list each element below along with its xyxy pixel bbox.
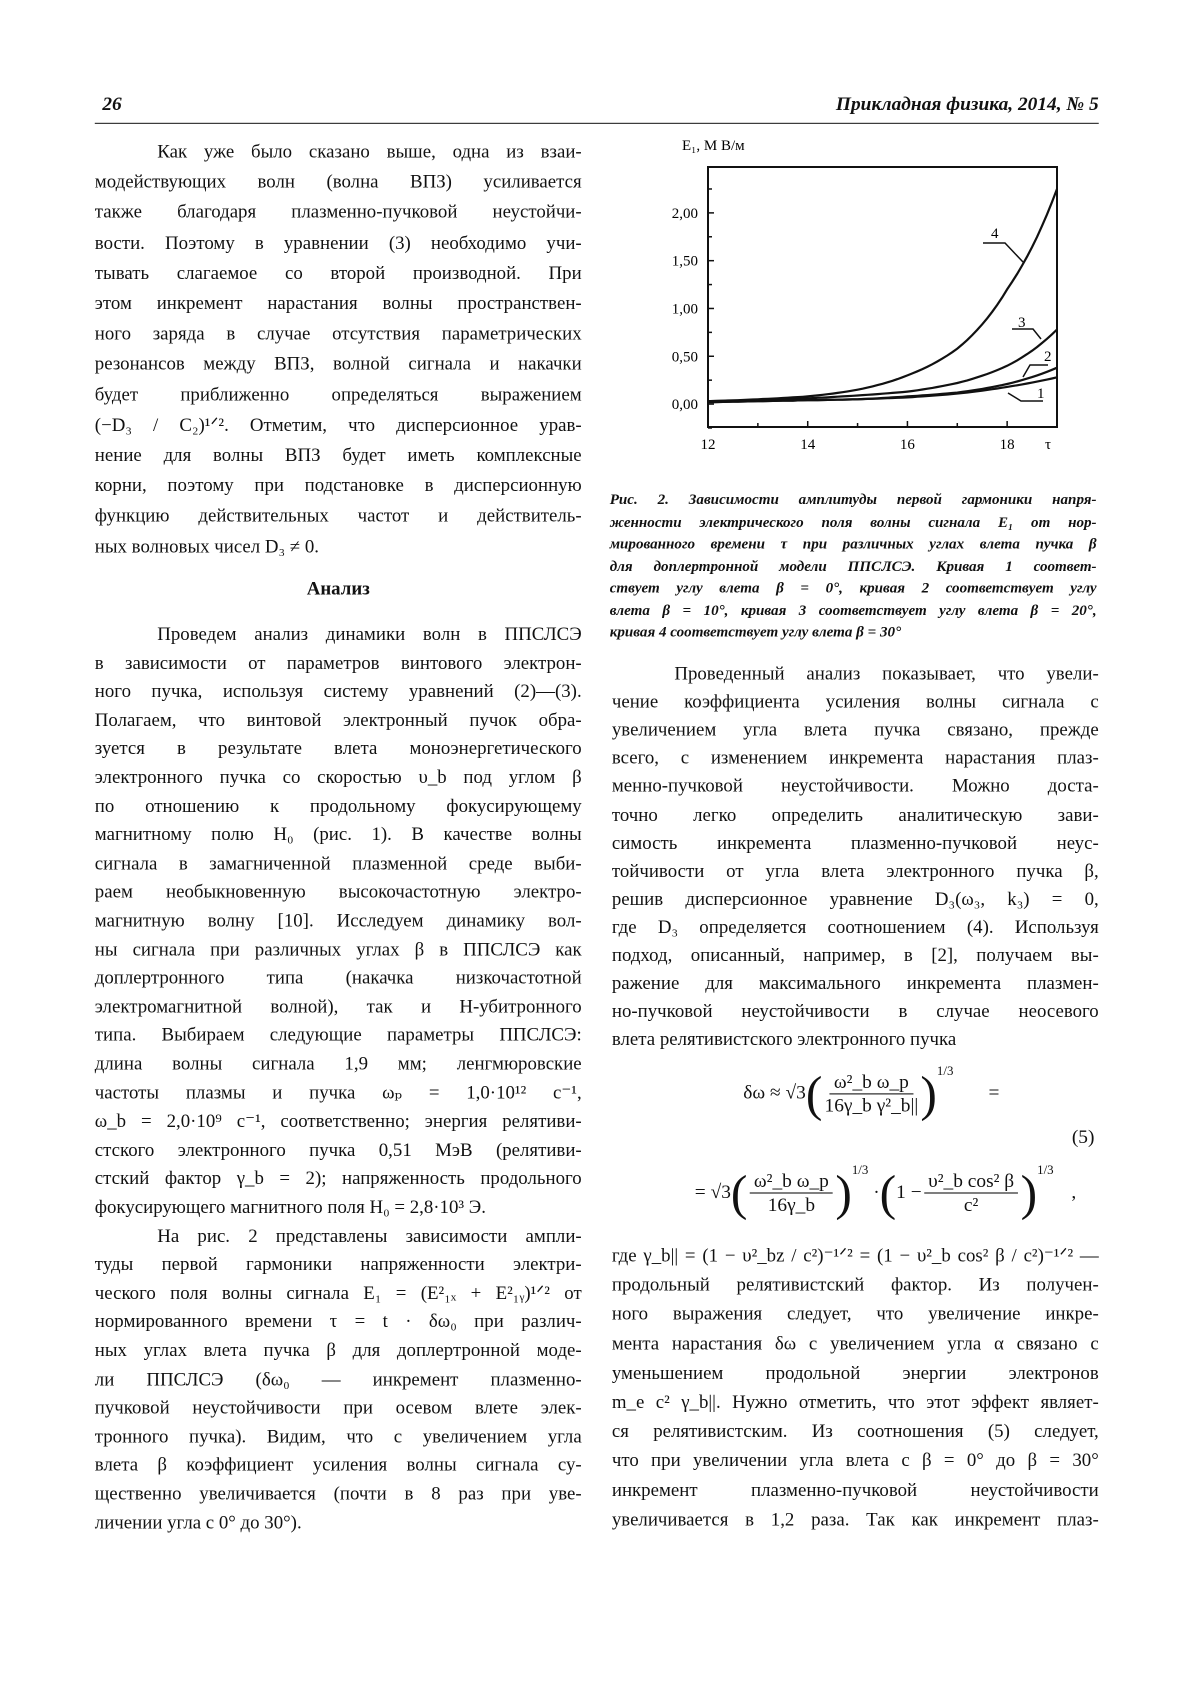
text-line: но-пучковой неустойчивости в случае неосевого xyxy=(611,999,1099,1022)
text-line: ного пучка, используя систему уравнений (2)—(3). xyxy=(94,679,582,702)
text-line: ческого поля волны сигнала E₁ = (E²₁ₓ + E²₁ᵧ)¹ᐟ² от xyxy=(94,1281,582,1304)
text-line: Полагаем, что винтовой электронный пучок обра- xyxy=(94,708,582,731)
text-line: тойчивости от угла влета электронного пучка β, xyxy=(611,859,1099,881)
text-line: нормированного времени τ = t · δω₀ при различ- xyxy=(94,1310,582,1332)
text-line: стский фактор γ_b = 2); напряженность продольного xyxy=(94,1167,582,1189)
formula-number: (5) xyxy=(1071,1125,1095,1148)
text-line: ного заряда в случае отсутствия параметрических xyxy=(94,322,582,344)
text-line: типа. Выбираем следующие параметры ППСЛСЭ: xyxy=(94,1023,582,1046)
text-line: будет приближенно определяться выражением xyxy=(94,383,582,405)
x-tick-label: 18 xyxy=(999,437,1015,453)
curve-label-3: 3 xyxy=(1018,315,1026,331)
formula-num: ω²_b ω_p xyxy=(830,1071,914,1095)
formula-den3: c² xyxy=(963,1193,979,1216)
text-line: Проведем анализ динамики волн в ППСЛСЭ xyxy=(157,622,582,645)
text-line: вости. Поэтому в уравнении (3) необходимо учи- xyxy=(94,231,582,253)
text-line: ω_b = 2,0·10⁹ с⁻¹, соответственно; энергия релятиви- xyxy=(94,1109,582,1132)
x-tick-label: 14 xyxy=(800,437,816,453)
text-line: пучковой неустойчивости при осевом влете элек- xyxy=(94,1396,582,1418)
text-line: стского электронного пучка 0,51 МэВ (релятиви- xyxy=(94,1138,582,1160)
text-line: где γ_b|| = (1 − υ²_bz / c²)⁻¹ᐟ² = (1 − υ²_b cos² β / c²)⁻¹ᐟ² — xyxy=(611,1244,1099,1266)
text-line: ражение для максимального инкремента плазмен- xyxy=(611,971,1099,994)
curve-label-1: 1 xyxy=(1037,386,1045,402)
y-axis-label: E₁, М В/м xyxy=(682,138,745,154)
text-line: Проведенный анализ показывает, что увели- xyxy=(674,662,1099,685)
formula-dot: · xyxy=(873,1180,880,1203)
x-axis-label: τ xyxy=(1045,437,1052,453)
caption-line: влета β = 10°, кривая 3 соответствует углу влета β = 20°, xyxy=(609,602,1097,619)
curve-leader-4 xyxy=(983,243,1023,262)
text-line: На рис. 2 представлены зависимости ампли- xyxy=(157,1224,582,1246)
text-line: этом инкремент нарастания волны пространствен- xyxy=(94,291,582,314)
text-line: ного выражения следует, что увеличение инкре- xyxy=(611,1302,1099,1325)
formula-den: 16γ_b γ²_b|| xyxy=(824,1094,919,1117)
text-line: сигнала в замагниченной плазменной среде выби- xyxy=(94,851,582,874)
text-line: подход, описанный, например, в [2], получаем вы- xyxy=(611,943,1099,966)
text-line: точно легко определить аналитическую зави- xyxy=(611,803,1099,825)
text-line: электромагнитной волной), так и Н-убитронного xyxy=(94,995,582,1017)
page-number: 26 xyxy=(102,92,122,115)
formula-den2: 16γ_b xyxy=(767,1193,816,1216)
paren-close: ) xyxy=(1020,1165,1038,1221)
text-line: в зависимости от параметров винтового электрон- xyxy=(94,651,582,673)
journal-title: Прикладная физика, 2014, № 5 xyxy=(835,92,1099,115)
text-line: электронного пучка со скоростью υ_b под углом β xyxy=(94,765,582,788)
text-line: Как уже было сказано выше, одна из взаи- xyxy=(157,140,582,162)
text-line: функцию действительных частот и действитель- xyxy=(94,504,582,527)
curve-3 xyxy=(708,330,1057,402)
curve-label-2: 2 xyxy=(1044,349,1052,365)
caption-line: кривая 4 соответствует углу влета β = 30° xyxy=(609,624,902,641)
text-line: продольный релятивистский фактор. Из получен- xyxy=(611,1273,1099,1295)
caption-line: ствует углу влета β = 0°, кривая 2 соответствует углу xyxy=(609,580,1097,597)
formula-5-line2 xyxy=(694,1162,1077,1221)
caption-line: для доплертронной модели ППСЛСЭ. Кривая 1 соответ- xyxy=(609,558,1097,575)
formula-eq: = xyxy=(988,1081,1000,1104)
text-line: по отношению к продольному фокусирующему xyxy=(94,794,582,817)
text-line: туды первой гармоники напряженности электри- xyxy=(94,1252,582,1275)
y-tick-label: 2,00 xyxy=(671,205,698,222)
formula-num2: ω²_b ω_p xyxy=(750,1170,834,1194)
x-tick-label: 12 xyxy=(700,437,716,453)
text-line: личении угла с 0° до 30°). xyxy=(94,1510,302,1533)
curve-label-4: 4 xyxy=(991,226,999,242)
text-line: зуется в результате влета моноэнергетического xyxy=(94,737,582,759)
caption-line: мированного времени τ при различных углах влета пучка β xyxy=(609,536,1097,553)
text-line: магнитную волну [10]. Исследуем динамику вол- xyxy=(94,909,582,931)
paren-close: ) xyxy=(835,1165,852,1221)
formula-comma: , xyxy=(1071,1180,1077,1203)
paren-open: ( xyxy=(879,1165,897,1221)
text-line: резонансов между ВПЗ, волной сигнала и накачки xyxy=(94,352,582,375)
section-heading: Анализ xyxy=(306,577,370,599)
text-line: нение для волны ВПЗ будет иметь комплексные xyxy=(94,443,582,466)
y-tick-label: 1,00 xyxy=(671,301,698,318)
text-line: уменьшением продольной энергии электронов xyxy=(611,1361,1099,1383)
text-line: чение коэффициента усиления волны сигнала с xyxy=(611,690,1099,713)
text-line: всего, с изменением инкремента нарастания плаз- xyxy=(611,746,1099,769)
figure-chart xyxy=(0,0,1200,470)
text-line: модействующих волн (волна ВПЗ) усиливается xyxy=(94,170,582,192)
caption-line: женности электрического поля волны сигнала E₁ от нор- xyxy=(609,514,1097,531)
x-tick-label: 16 xyxy=(899,437,915,453)
text-line: менно-пучковой неустойчивости. Можно доста- xyxy=(611,774,1099,797)
text-line: также благодаря плазменно-пучковой неустойчи- xyxy=(94,200,582,223)
text-line: корни, поэтому при подстановке в дисперсионную xyxy=(94,474,582,496)
formula-exp3: 1/3 xyxy=(1037,1162,1054,1178)
y-tick-label: 0,00 xyxy=(671,397,698,414)
text-line: ны сигнала при различных углах β в ППСЛСЭ как xyxy=(94,937,582,960)
text-line: частоты плазмы и пучка ωₚ = 1,0·10¹² с⁻¹, xyxy=(94,1081,582,1103)
text-line: симость инкремента плазменно-пучковой неус- xyxy=(611,831,1099,853)
paren-close: ) xyxy=(920,1066,937,1122)
text-line: m_e c² γ_b||. Нужно отметить, что этот эффект являет- xyxy=(611,1390,1099,1413)
curve-4 xyxy=(708,189,1057,401)
formula-exp: 1/3 xyxy=(936,1063,954,1079)
text-line: (−D₃ / C₂)¹ᐟ². Отметим, что дисперсионное урав- xyxy=(94,413,582,435)
formula-exp2: 1/3 xyxy=(851,1162,869,1178)
text-line: магнитному полю H₀ (рис. 1). В качестве волны xyxy=(94,823,582,845)
text-line: влета β коэффициент усиления волны сигнала су- xyxy=(94,1453,582,1476)
paren-open: ( xyxy=(730,1165,748,1221)
text-line: решив дисперсионное уравнение D₃(ω₃, k₃) = 0, xyxy=(611,887,1099,909)
text-line: что при увеличении угла влета с β = 0° до β = 30° xyxy=(611,1449,1099,1471)
text-line: увеличением угла влета пучка связано, прежде xyxy=(611,718,1099,741)
text-line: раем необыкновенную высокочастотную электро- xyxy=(94,880,582,903)
text-line: ся релятивистским. Из соотношения (5) следует, xyxy=(611,1419,1099,1442)
text-line: влета релятивистского электронного пучка xyxy=(611,1027,957,1050)
text-line: где D₃ определяется соотношением (4). Используя xyxy=(611,915,1099,938)
text-line: увеличивается в 1,2 раза. Так как инкремент плаз- xyxy=(611,1507,1099,1530)
formula-5-line1 xyxy=(743,1063,1000,1122)
text-line: щественно увеличивается (почти в 8 раз при уве- xyxy=(94,1482,582,1504)
text-line: тывать слагаемое со второй производной. При xyxy=(94,261,582,284)
text-line: длина волны сигнала 1,9 мм; ленгмюровские xyxy=(94,1052,582,1074)
formula-num3: υ²_b cos² β xyxy=(924,1170,1019,1194)
text-line: мента нарастания δω с увеличением угла α связано с xyxy=(611,1332,1099,1354)
formula-one-minus: 1 − xyxy=(896,1180,922,1203)
text-line: ных углах влета пучка β для доплертронной моде- xyxy=(94,1338,582,1361)
caption-line: Рис. 2. Зависимости амплитуды первой гармоники напря- xyxy=(609,492,1097,509)
text-line: ных волновых чисел D₃ ≠ 0. xyxy=(94,534,320,557)
y-tick-label: 0,50 xyxy=(671,349,698,366)
paren-open: ( xyxy=(805,1066,823,1122)
text-line: инкремент плазменно-пучковой неустойчивости xyxy=(611,1478,1099,1501)
text-line: фокусирующего магнитного поля H₀ = 2,8·10³ Э. xyxy=(94,1195,486,1218)
text-line: тронного пучка). Видим, что с увеличением угла xyxy=(94,1424,582,1447)
text-line: доплертронного типа (накачка низкочастотной xyxy=(94,966,582,988)
formula-lhs: δω ≈ √3 xyxy=(743,1081,806,1104)
text-line: ли ППСЛСЭ (δω₀ — инкремент плазменно- xyxy=(94,1367,582,1390)
formula-eq2: = √3 xyxy=(694,1180,731,1203)
y-tick-label: 1,50 xyxy=(671,253,698,270)
curve-leader-3 xyxy=(1012,329,1041,339)
